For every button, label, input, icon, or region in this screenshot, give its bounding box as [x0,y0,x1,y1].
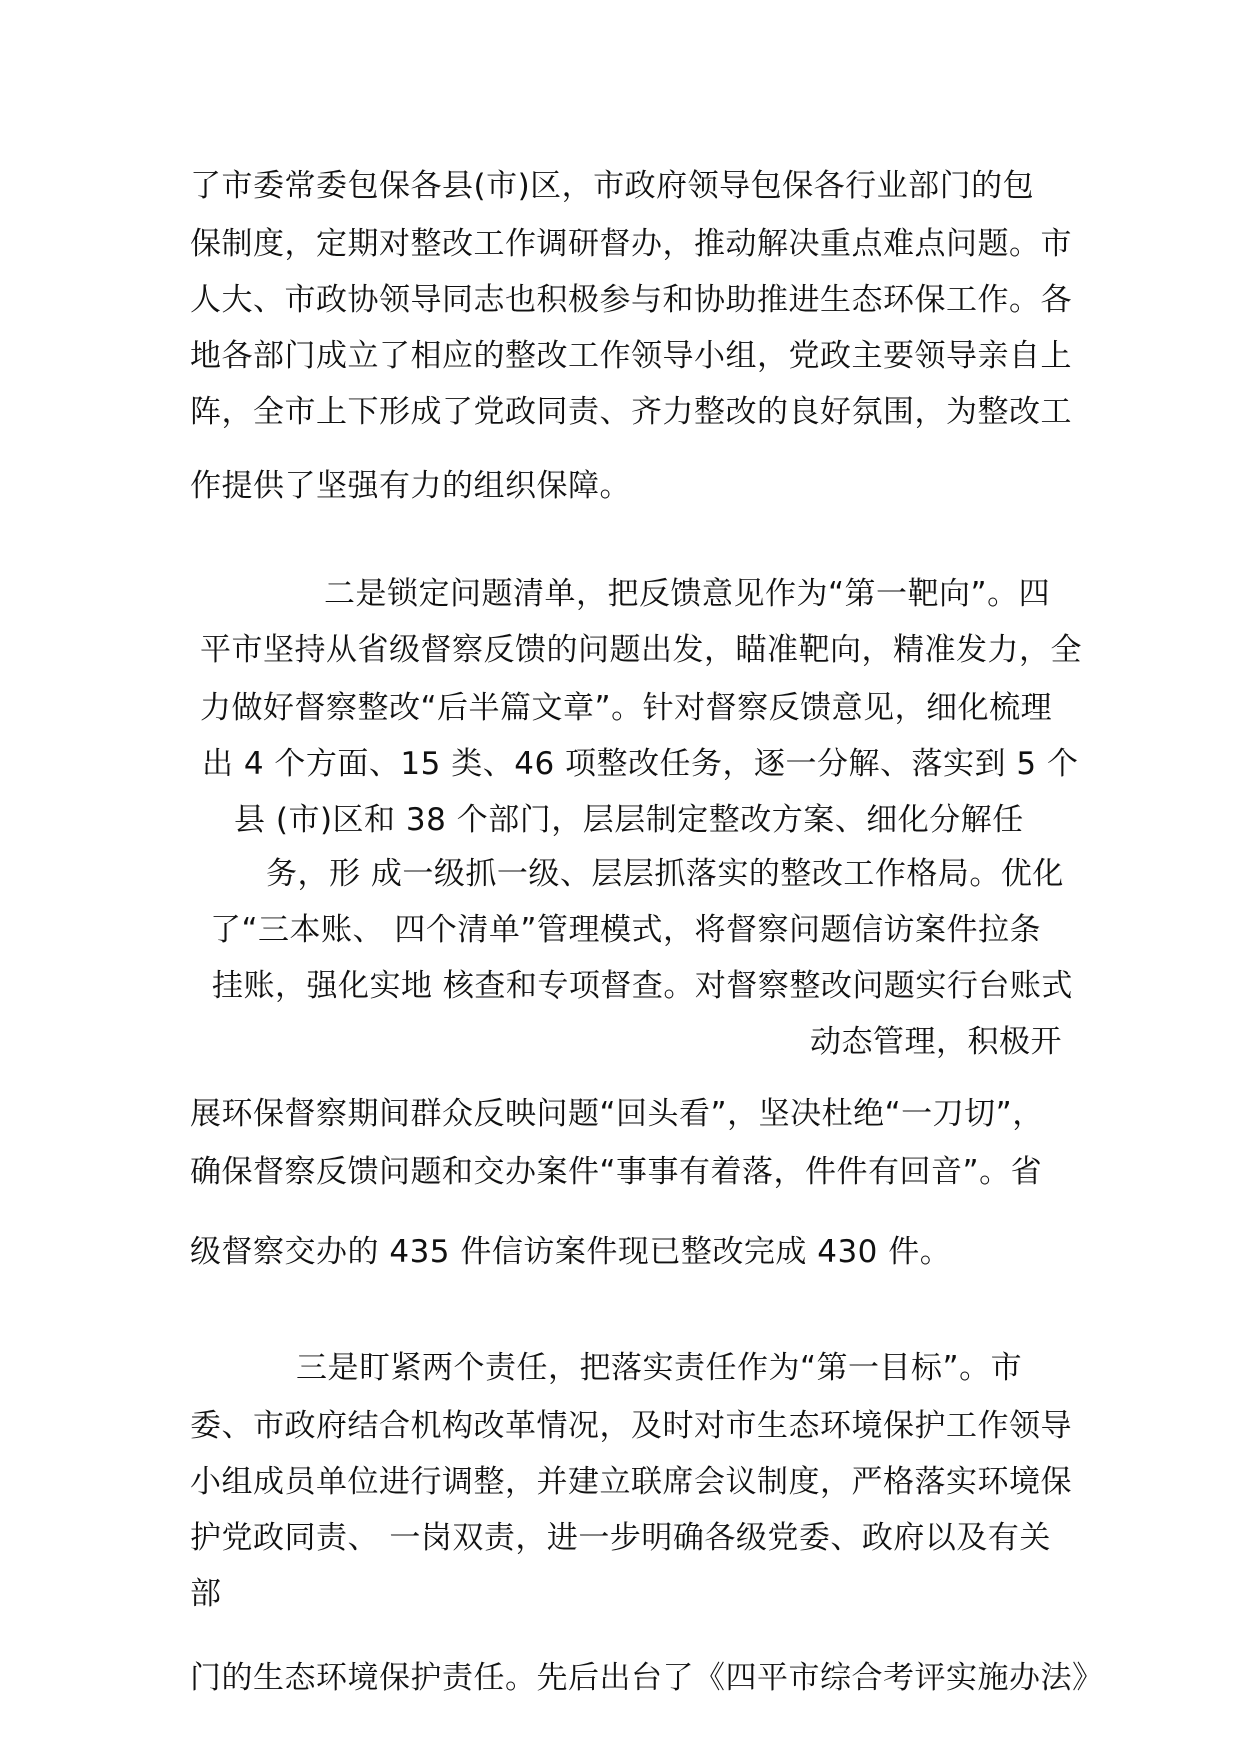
text-line: 人大、市政协领导同志也积极参与和协助推进生态环保工作。各 [190,282,1072,318]
text-line: 力做好督察整改“后半篇文章”。针对督察反馈意见，细化梳理 [200,690,1053,726]
text-line: 务，形 成一级抓一级、层层抓落实的整改工作格局。优化 [266,856,1064,892]
text-line: 保制度，定期对整改工作调研督办，推动解决重点难点问题。市 [190,226,1072,262]
text-line: 挂账，强化实地 核查和专项督查。对督察整改问题实行台账式 [212,968,1073,1004]
paragraph-heading: 三是盯紧两个责任，把落实责任作为“第一目标”。市 [296,1350,1023,1386]
text-line: 阵，全市上下形成了党政同责、齐力整改的良好氛围，为整改工 [190,394,1072,430]
text-line: 出 4 个方面、15 类、46 项整改任务，逐一分解、落实到 5 个 [202,746,1079,782]
text-line: 委、市政府结合机构改革情况，及时对市生态环境保护工作领导 [190,1408,1072,1444]
paragraph-heading: 二是锁定问题清单，把反馈意见作为“第一靶向”。四 [324,576,1051,612]
text-line: 了市委常委包保各县(市)区，市政府领导包保各行业部门的包 [190,168,1035,204]
text-line: 级督察交办的 435 件信访案件现已整改完成 430 件。 [190,1234,952,1270]
text-line: 平市坚持从省级督察反馈的问题出发，瞄准靶向，精准发力，全 [200,632,1082,668]
text-line: 动态管理，积极开 [810,1024,1062,1060]
text-line: 门的生态环境保护责任。先后出台了《四平市综合考评实施办法》 [190,1660,1104,1696]
text-line: 部 [190,1576,222,1612]
text-line: 小组成员单位进行调整，并建立联席会议制度，严格落实环境保 [190,1464,1072,1500]
text-line: 地各部门成立了相应的整改工作领导小组，党政主要领导亲自上 [190,338,1072,374]
text-line: 确保督察反馈问题和交办案件“事事有着落，件件有回音”。省 [190,1154,1043,1190]
text-line: 县 (市)区和 38 个部门，层层制定整改方案、细化分解任 [234,802,1024,838]
text-line: 展环保督察期间群众反映问题“回头看”，坚决杜绝“一刀切”， [190,1096,1044,1132]
text-line: 作提供了坚强有力的组织保障。 [190,468,631,504]
text-line: 了“三本账、 四个清单”管理模式，将督察问题信访案件拉条 [210,912,1041,948]
text-line: 护党政同责、 一岗双责，进一步明确各级党委、政府以及有关 [190,1520,1051,1556]
